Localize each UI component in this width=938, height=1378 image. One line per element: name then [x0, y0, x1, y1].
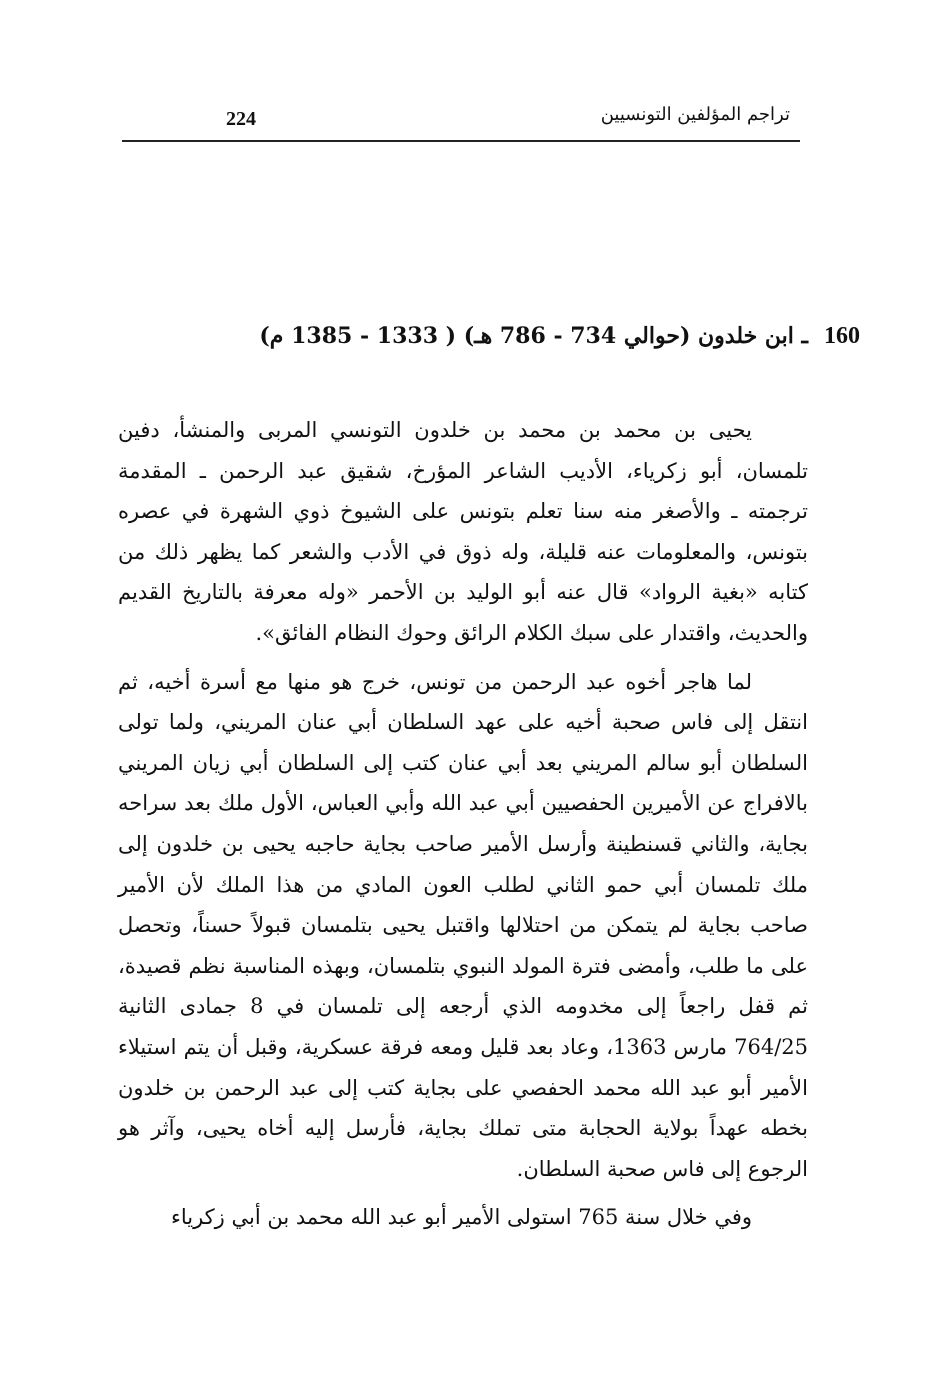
entry-heading [236, 322, 860, 366]
entry-number: 160 [824, 323, 860, 349]
paragraph: يحيى بن محمد بن محمد بن خلدون التونسي المربى والمنشأ، دفين تلمسان، أبو زكرياء، الأديب الشاعر المؤرخ، شقيق عبد الرحمن ـ المقدمة ترجمته ـ والأصغر منه سنا تعلم بتونس على الشيوخ ذوي الشهرة في عصره بتونس، والمعلومات عنه قليلة، وله ذوق في الأدب والشعر كما يظهر ذلك من كتابه «بغية الرواد» قال عنه أبو الوليد بن الأحمر «وله معرفة بالتاريخ القديم والحديث، واقتدار على سبك الكلام الرائق وحوك النظام الفائق». [118, 418, 808, 645]
paragraph: لما هاجر أخوه عبد الرحمن من تونس، خرج هو منها مع أسرة أخيه، ثم انتقل إلى فاس صحبة أخيه على عهد السلطان أبي عنان المريني، ولما تولى السلطان أبو سالم المريني بعد أبي عنان كتب إلى السلطان أبي زيان المريني بالافراج عن الأميرين الحفصيين أبي عبد الله وأبي العباس، الأول ملك بعد سراحه بجاية، والثاني قسنطينة وأرسل الأمير صاحب بجاية حاجبه يحيى بن خلدون إلى ملك تلمسان أبي حمو الثاني لطلب العون المادي من هذا الملك لأن الأمير صاحب بجاية لم يتمكن من احتلالها واقتبل يحيى بتلمسان قبولاً حسناً، وتحصل على ما طلب، وأمضى فترة المولد النبوي بتلمسان، وبهذه المناسبة نظم قصيدة، ثم قفل راجعاً إلى مخدومه الذي أرجعه إلى تلمسان في 8 جمادى الثانية 764/25 مارس 1363، وعاد بعد قليل ومعه فرقة عسكرية، وقبل أن يتم استيلاء الأمير أبو عبد الله محمد الحفصي على بجاية كتب إلى عبد الرحمن بن خلدون بخطه عهداً بولاية الحجابة متى تملك بجاية، فأرسل إليه أخاه يحيى، وآثر هو الرجوع إلى فاس صحبة السلطان. [118, 669, 808, 1181]
running-header [122, 100, 800, 142]
running-title: تراجم المؤلفين التونسيين [600, 104, 790, 125]
body-text [118, 410, 808, 1246]
page-number: 224 [226, 108, 256, 130]
entry-title: ـ ابن خلدون (حوالي 734 - 786 هـ) ( 1333 - 1385 م) [259, 323, 808, 349]
paragraph: وفي خلال سنة 765 استولى الأمير أبو عبد الله محمد بن أبي زكرياء [170, 1205, 752, 1230]
